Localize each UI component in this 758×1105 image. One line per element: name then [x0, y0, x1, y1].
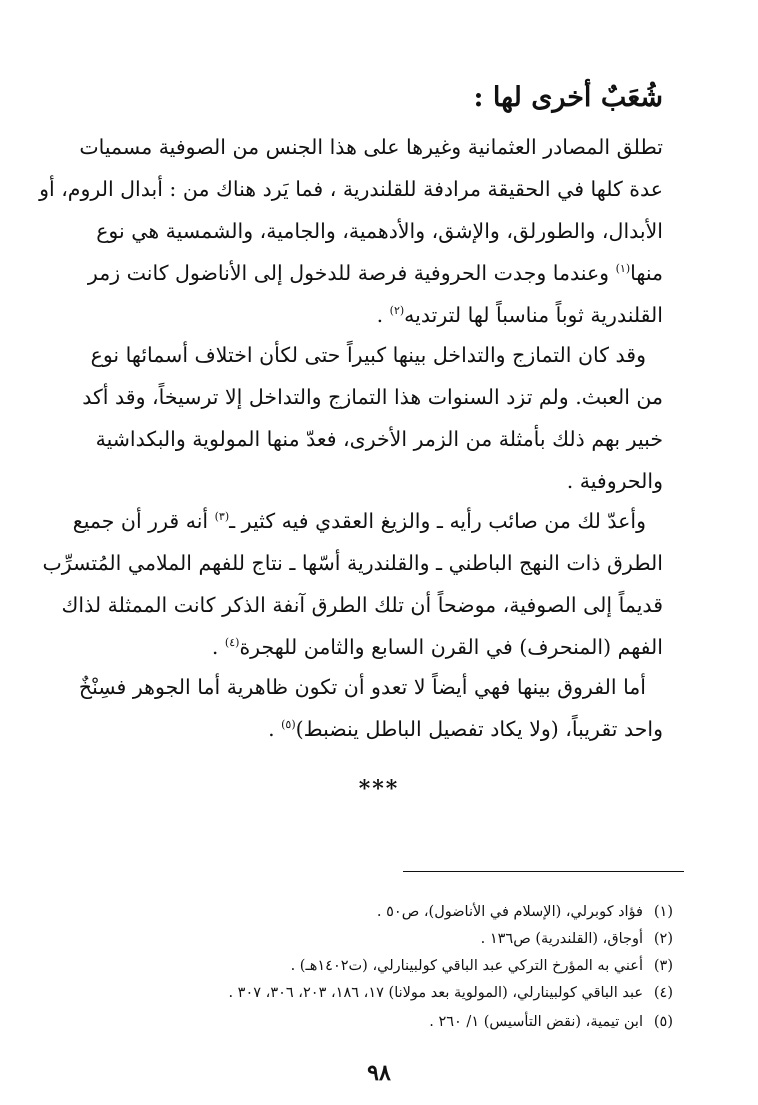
body-line: واحد تقريباً، (ولا يكاد تفصيل الباطل ينضبط)$^{(٥)}$ . [268, 717, 663, 741]
body-line: تطلق المصادر العثمانية وغيرها على هذا الجنس من الصوفية مسميات [79, 135, 663, 159]
body-line: وأعدّ لك من صائب رأيه ـ والزيغ العقدي فيه كثير ـ$^{(٣)}$ أنه قرر أن جميع [72, 509, 646, 533]
footnote [377, 905, 673, 920]
body-line: الفهم (المنحرف) في القرن السابع والثامن للهجرة$^{(٤)}$ . [211, 635, 663, 659]
page-number: ٩٨ [367, 1060, 391, 1086]
section-heading: شُعَبٌ أخرى لها : [473, 82, 663, 113]
body-line: من العبث. ولم تزد السنوات هذا التمازج والتداخل إلا ترسيخاً، وقد أكد [82, 385, 663, 409]
footnote [291, 959, 673, 974]
footnote-number: (٤) [653, 985, 673, 1001]
footnote-ref[interactable]: (٢) [389, 304, 405, 318]
body-line: خبير بهم ذلك بأمثلة من الزمر الأخرى، فعدّ منها المولوية والبكداشية [95, 427, 663, 451]
footnote-text: ابن تيمية، (نقض التأسيس) ١/ ٢٦٠ . [429, 1014, 643, 1030]
section-separator: *** [358, 776, 400, 802]
footnote-number: (٥) [653, 1014, 673, 1030]
body-line: قديماً إلى الصوفية، موضحاً أن تلك الطرق آنفة الذكر كانت الممثلة لذاك [61, 593, 663, 617]
footnote-number: (٢) [653, 931, 673, 947]
body-line: القلندرية ثوباً مناسباً لها لترتديه$^{(٢)}$ . [376, 303, 663, 327]
body-line: عدة كلها في الحقيقة مرادفة للقلندرية ، فما يَرد هناك من : أبدال الروم، أو [39, 177, 663, 201]
footnote-number: (٣) [653, 958, 673, 974]
footnote-text: أعني به المؤرخ التركي عبد الباقي كولبينارلي، (ت١٤٠٢هـ) . [290, 958, 643, 974]
body-line: الطرق ذات النهج الباطني ـ والقلندرية أسّها ـ نتاج للفهم الملامي المُتسرِّب [42, 551, 663, 575]
footnote-text: فؤاد كوبرلي، (الإسلام في الأناضول)، ص٥٠ . [376, 904, 643, 920]
footnote [481, 932, 673, 947]
footnote [228, 986, 673, 1001]
footnote [429, 1015, 673, 1030]
footnote-number: (١) [653, 904, 673, 920]
footnote-ref[interactable]: (١) [615, 262, 631, 276]
footnote-ref[interactable]: (٣) [214, 510, 230, 524]
footnote-divider [403, 871, 684, 872]
footnote-ref[interactable]: (٤) [224, 636, 240, 650]
footnote-text: أوجاق، (القلندرية) ص١٣٦ . [480, 931, 643, 947]
body-line: والحروفية . [566, 469, 663, 493]
body-line: أما الفروق بينها فهي أيضاً لا تعدو أن تكون ظاهرية أما الجوهر فسِنْخٌ [78, 675, 646, 699]
body-line: الأبدال، والطورلق، والإشق، والأدهمية، والجامية، والشمسية هي نوع [96, 219, 663, 243]
footnote-ref[interactable]: (٥) [281, 718, 296, 732]
body-line: وقد كان التمازج والتداخل بينها كبيراً حتى لكأن اختلاف أسمائها نوع [90, 343, 646, 367]
body-line: منها$^{(١)}$ وعندما وجدت الحروفية فرصة للدخول إلى الأناضول كانت زمر [87, 261, 663, 285]
footnote-text: عبد الباقي كولبينارلي، (المولوية بعد مولانا) ١٧، ١٨٦، ٢٠٣، ٣٠٦، ٣٠٧ . [228, 985, 643, 1001]
